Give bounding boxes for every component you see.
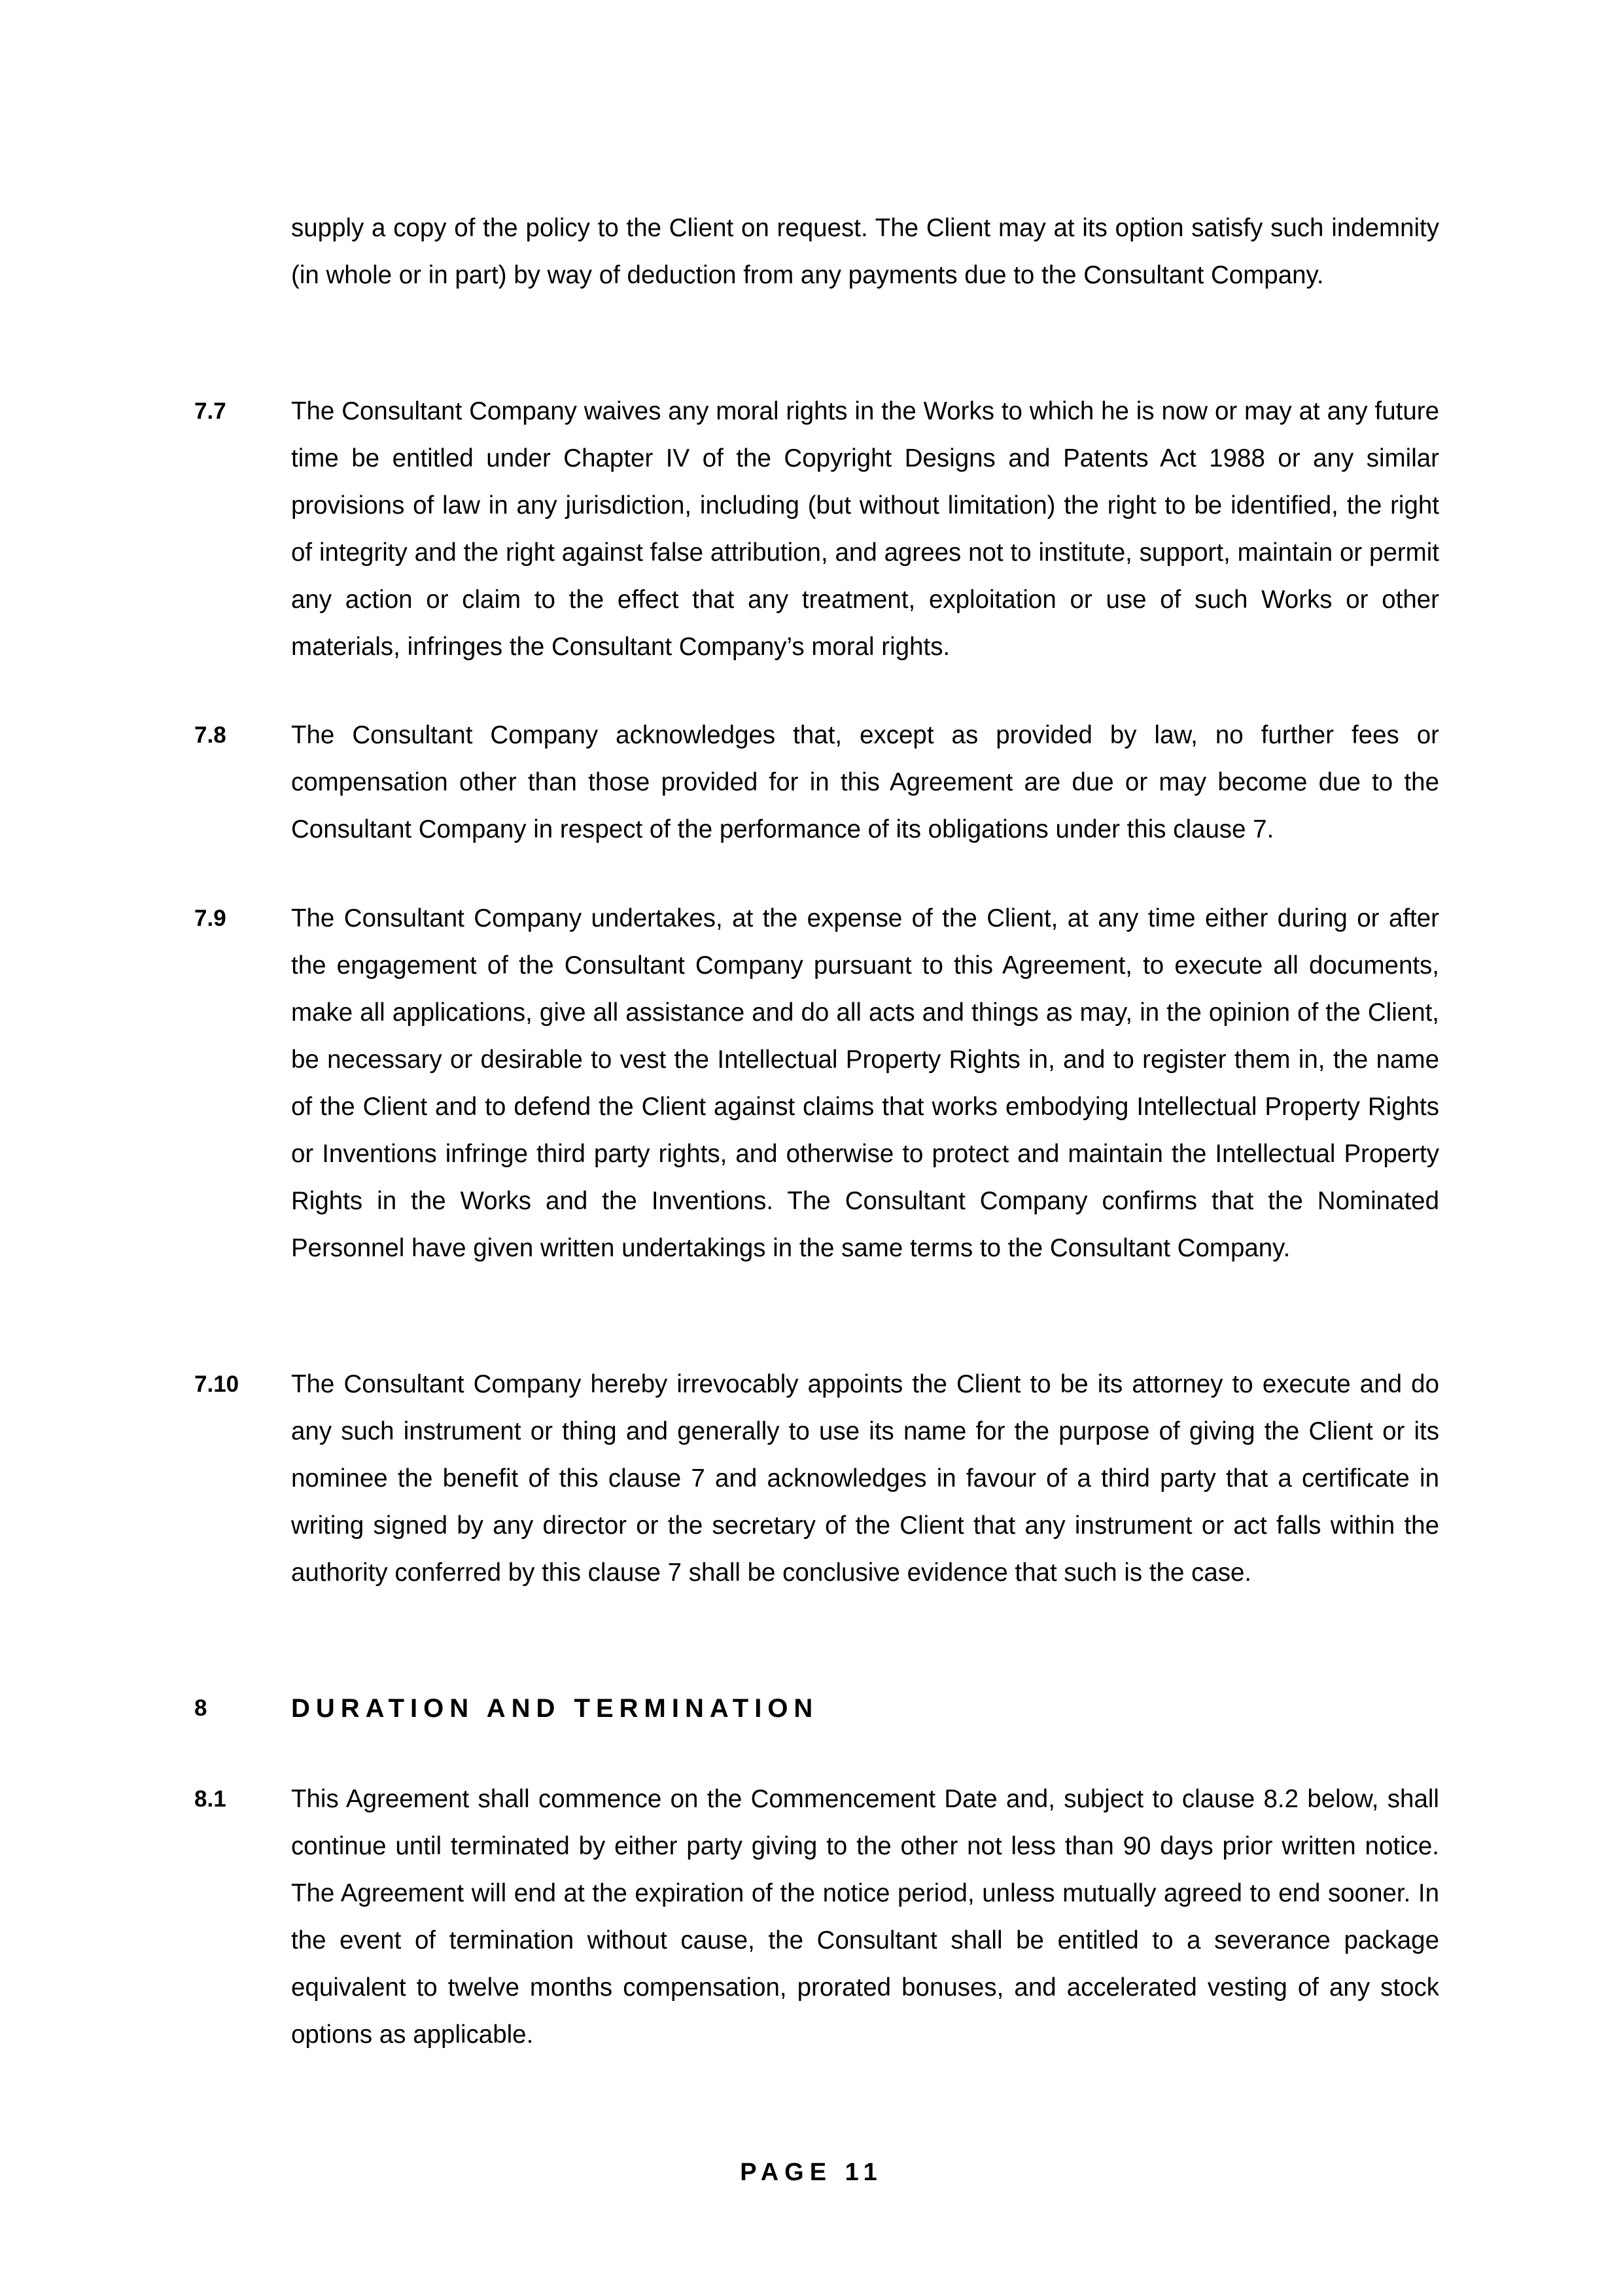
clause-text: The Consultant Company waives any moral rights in the Works to which he is now or may at any future time be entitled under Chapter IV of the Copyright Designs and Patents Act 1988 or any similar provisions of law in any jurisdiction, including (but without limitation) the right to be identified, the right of integrity and the right against false attribution, and agrees not to institute, support, maintain or permit any action or claim to the effect that any treatment, exploitation or use of such Works or other materials, infringes the Consultant Company’s moral rights.	[291, 397, 1439, 661]
clause-number: 8.1	[194, 1786, 226, 1812]
clause-number: 7.7	[194, 398, 226, 424]
continuation-paragraph: supply a copy of the policy to the Client on request. The Client may at its option satisfy such indemnity (in whole or in part) by way of deduction from any payments due to the Consultant Company.	[291, 214, 1439, 289]
page-number: PAGE 11	[740, 2159, 883, 2186]
clause-number: 7.9	[194, 906, 226, 931]
clause-number: 7.8	[194, 722, 226, 748]
clause-text: The Consultant Company undertakes, at the expense of the Client, at any time either during or after the engagement of the Consultant Company pursuant to this Agreement, to execute all documents, make all applications, give all assistance and do all acts and things as may, in the opinion of the Client, be necessary or desirable to vest the Intellectual Property Rights in, and to register them in, the name of the Client and to defend the Client against claims that works embodying Intellectual Property Rights or Inventions infringe third party rights, and otherwise to protect and maintain the Intellectual Property Rights in the Works and the Inventions. The Consultant Company confirms that the Nominated Personnel have given written undertakings in the same terms to the Consultant Company.	[291, 904, 1439, 1262]
section-title: DURATION AND TERMINATION	[291, 1694, 819, 1723]
clause-text: The Consultant Company acknowledges that, except as provided by law, no further fees or compensation other than those provided for in this Agreement are due or may become due to the Consultant Company in respect of the performance of its obligations under this clause 7.	[291, 721, 1439, 843]
clause-text: The Consultant Company hereby irrevocably appoints the Client to be its attorney to execute and do any such instrument or thing and generally to use its name for the purpose of giving the Client or its nominee the benefit of this clause 7 and acknowledges in favour of a third party that a certificate in writing signed by any director or the secretary of the Client that any instrument or act falls within the authority conferred by this clause 7 shall be conclusive evidence that such is the case.	[291, 1370, 1439, 1587]
section-number: 8	[194, 1695, 207, 1721]
clause-number: 7.10	[194, 1371, 239, 1397]
clause-text: This Agreement shall commence on the Commencement Date and, subject to clause 8.2 below, shall continue until terminated by either party giving to the other not less than 90 days prior written notice. The Agreement will end at the expiration of the notice period, unless mutually agreed to end sooner. In the event of termination without cause, the Consultant shall be entitled to a severance package equivalent to twelve months compensation, prorated bonuses, and accelerated vesting of any stock options as applicable.	[291, 1785, 1439, 2049]
